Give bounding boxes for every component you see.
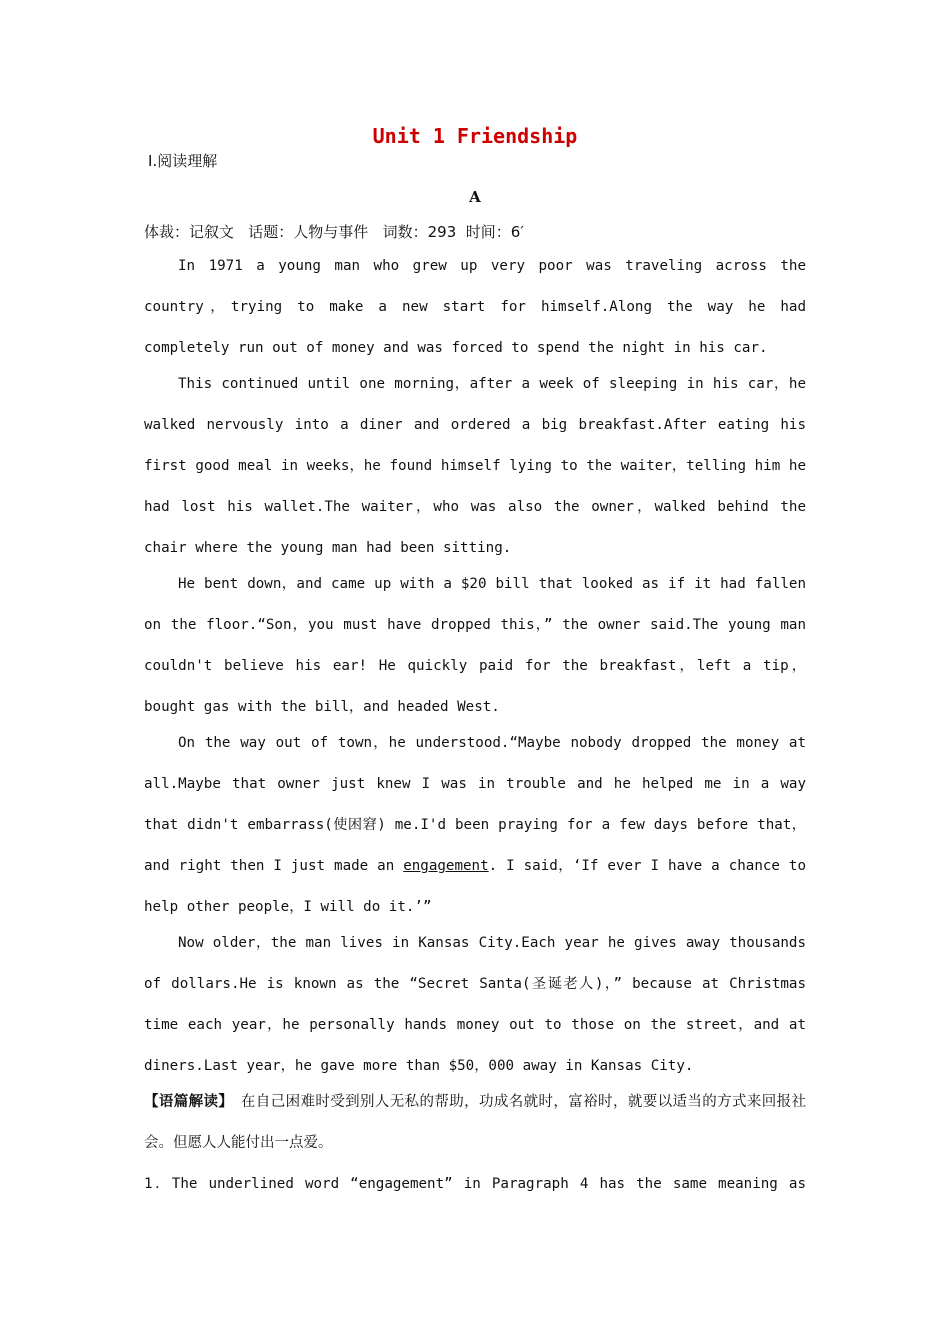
section-heading: Ⅰ.阅读理解 bbox=[148, 152, 218, 170]
paragraph-4-part-2: . I said，‘If ever I have a chance to help other people，I will do it.’” bbox=[144, 858, 806, 915]
passage-label: A bbox=[469, 188, 481, 206]
analysis-label: 【语篇解读】 bbox=[144, 1094, 227, 1110]
paragraph-1: In 1971 a young man who grew up very poor was traveling across the country，trying to make a new start for himself.Along the way he had completely run out of money and was forced to spend the night in his car. bbox=[144, 258, 806, 356]
paragraph-3: He bent down，and came up with a $20 bill that looked as if it had fallen on the floor.“Son，you must have dropped this，” the owner said.The young man couldn't believe his ear! He quickly paid for the breakfast，left a tip，bought gas with the bill，and headed West. bbox=[144, 576, 806, 715]
page-title: Unit 1 Friendship bbox=[372, 124, 578, 148]
underlined-word: engagement bbox=[403, 858, 489, 874]
analysis-text: 在自己困难时受到别人无私的帮助，功成名就时，富裕时，就要以适当的方式来回报社会。但愿人人能付出一点爱。 bbox=[144, 1094, 807, 1151]
paragraph-5: Now older，the man lives in Kansas City.Each year he gives away thousands of dollars.He is known as the “Secret Santa(圣诞老人)，” because at Christmas time each year，he personally hands money out to those on the street，and at diners.Last year，he gave more than $50，000 away in Kansas City. bbox=[144, 935, 806, 1074]
paragraph-4 bbox=[144, 723, 806, 928]
paragraph-2: This continued until one morning，after a week of sleeping in his car，he walked nervously into a diner and ordered a big breakfast.After eating his first good meal in weeks，he found himself lying to the waiter，telling him he had lost his wallet.The waiter，who was also the owner，walked behind the chair where the young man had been sitting. bbox=[144, 376, 806, 556]
paragraph-4-part-1: On the way out of town，he understood.“Maybe nobody dropped the money at all.Maybe that owner just knew I was in trouble and he helped me in a way that didn't embarrass(使困窘) me.I'd been praying for a few days before that，and right then I just made an bbox=[144, 735, 806, 874]
passage-meta: 体裁：记叙文 话题：人物与事件 词数：293 时间：6′ bbox=[144, 223, 524, 241]
passage-analysis bbox=[144, 1082, 806, 1164]
passage-body bbox=[144, 246, 806, 1205]
question-1: 1．The underlined word “engagement” in Paragraph 4 has the same meaning as bbox=[144, 1176, 806, 1192]
